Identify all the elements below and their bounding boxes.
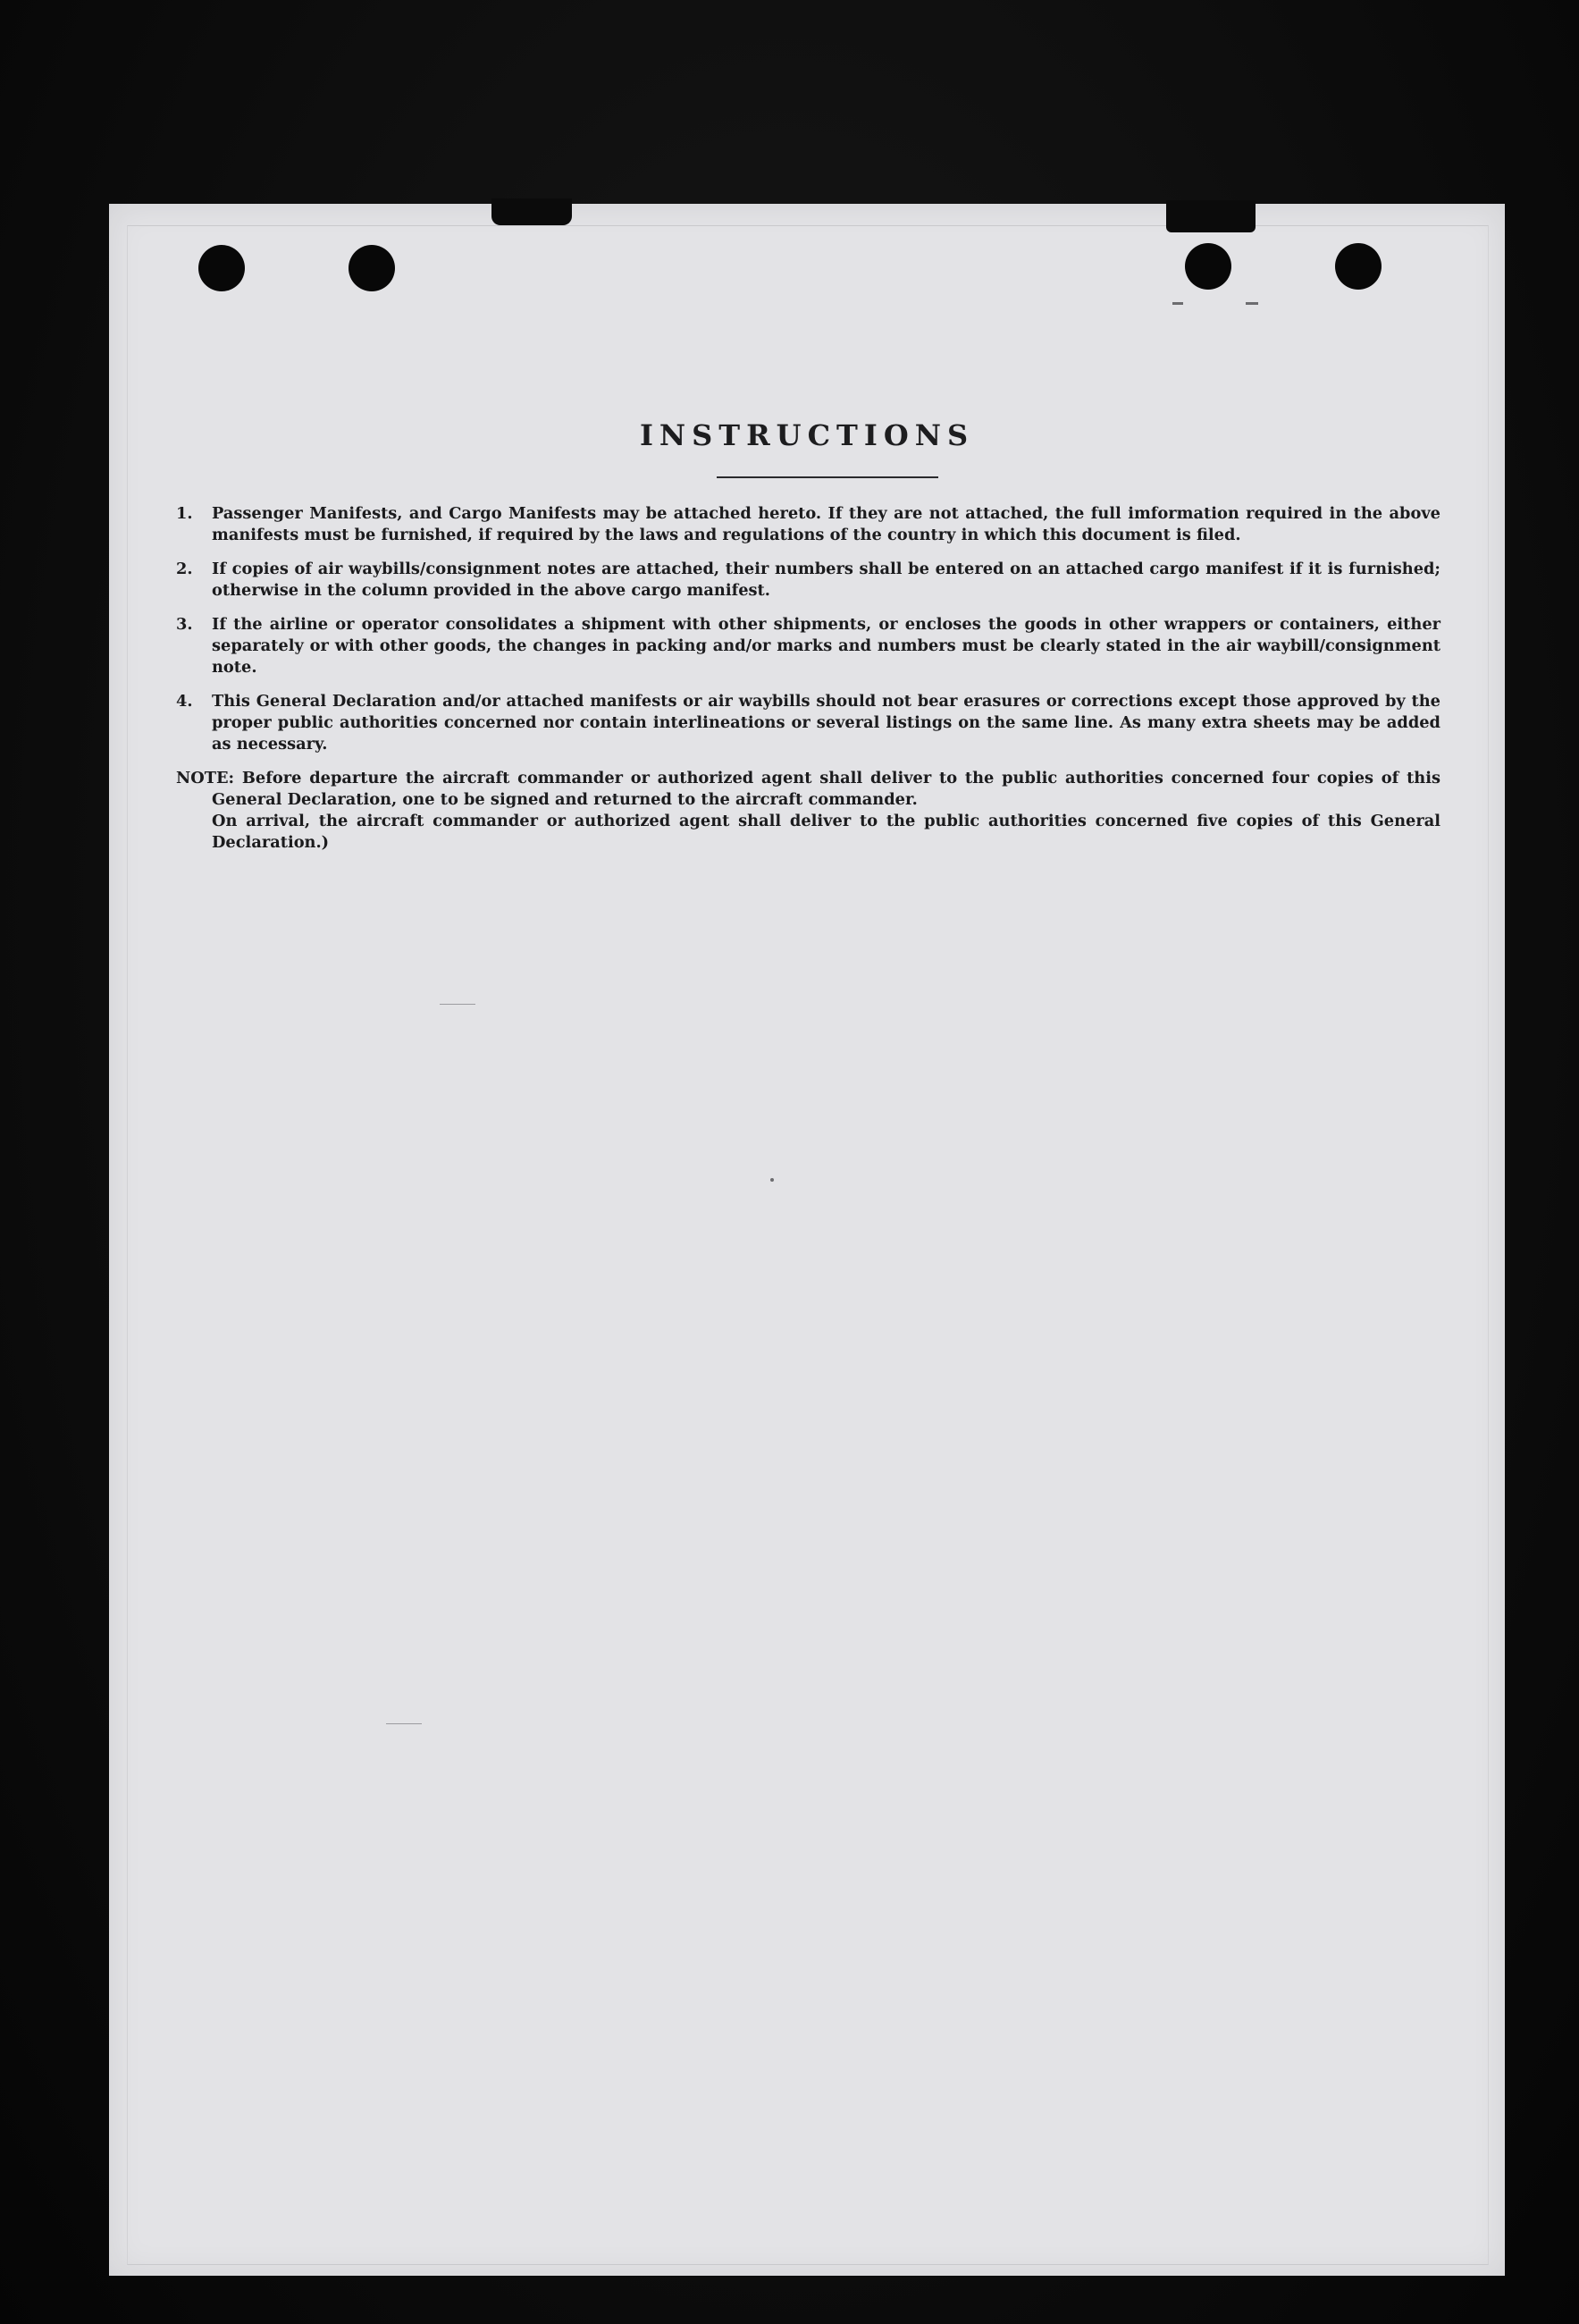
show-through-mark xyxy=(386,1723,422,1724)
note-departure-text: Before departure the aircraft commander or authorized agent shall deliver to the public authorities concerned four copies of this General Declaration, one to be signed and returned to the aircraft commander. xyxy=(212,769,1441,809)
title-underline xyxy=(717,476,938,478)
instruction-item xyxy=(176,559,1440,602)
document-page xyxy=(109,204,1505,2276)
ink-speck xyxy=(1172,302,1183,305)
punch-hole-2 xyxy=(349,245,395,291)
item-text: If the airline or operator consolidates a shipment with other shipments, or encloses the goods in other wrappers or containers, either separately or with other goods, the changes in packing and/or marks and numbers must be clearly stated in the air waybill/consignment note. xyxy=(212,615,1440,677)
note-label: NOTE: xyxy=(176,769,235,787)
instruction-item xyxy=(176,503,1440,546)
torn-edge xyxy=(1166,200,1256,232)
item-number: 2. xyxy=(176,560,193,578)
page-title: INSTRUCTIONS xyxy=(639,418,975,452)
note-departure xyxy=(176,768,1440,811)
item-number: 3. xyxy=(176,615,193,634)
show-through-mark xyxy=(440,1004,475,1005)
torn-edge xyxy=(491,198,572,225)
instructions-body xyxy=(176,503,1440,854)
ink-speck xyxy=(1246,302,1258,305)
note-arrival-text: On arrival, the aircraft commander or authorized agent shall deliver to the public authorities concerned five copies of this General Declaration.) xyxy=(212,812,1440,852)
instruction-item xyxy=(176,691,1440,755)
item-text: Passenger Manifests, and Cargo Manifests may be attached hereto. If they are not attached, the full imformation required in the above manifests must be furnished, if required by the laws and regulations of the country in which this document is filed. xyxy=(212,504,1440,544)
punch-hole-1 xyxy=(198,245,245,291)
item-number: 1. xyxy=(176,504,193,523)
punch-hole-4 xyxy=(1335,243,1382,290)
note-block xyxy=(176,768,1440,854)
item-number: 4. xyxy=(176,692,193,711)
punch-hole-3 xyxy=(1185,243,1231,290)
item-text: If copies of air waybills/consignment notes are attached, their numbers shall be entered on an attached cargo manifest if it is furnished; otherwise in the column provided in the above cargo manifest. xyxy=(212,560,1440,600)
instruction-item xyxy=(176,614,1440,678)
item-text: This General Declaration and/or attached manifests or air waybills should not bear erasures or corrections except those approved by the proper public authorities concerned nor contain interlineations or several listings on the same line. As many extra sheets may be added as necessary. xyxy=(212,692,1440,754)
ink-speck xyxy=(770,1178,774,1182)
